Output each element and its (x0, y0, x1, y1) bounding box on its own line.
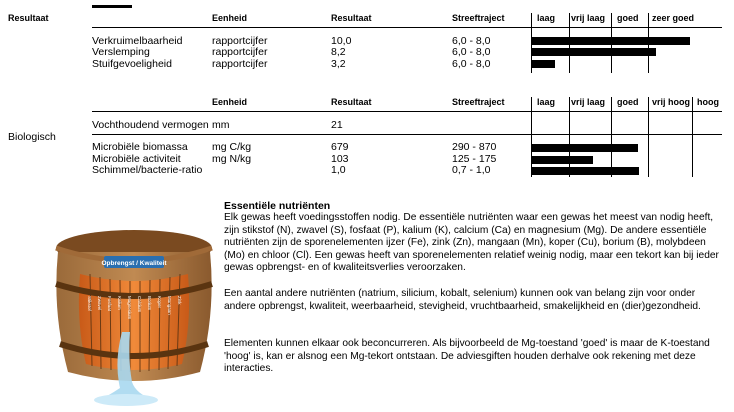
top-rule-long (92, 5, 132, 8)
nutrients-paragraph-2: Een aantal andere nutriënten (natrium, silicium, kobalt, selenium) kunnen ook van belang zijn voor onder andere opbrengst, kwaliteit, weerbaarheid, stevigheid, vruchtbaarheid, smakelijkheid en (dier)gezondheid. (224, 288, 701, 312)
scale2-divider-1 (569, 97, 570, 177)
stave-label: Mangaan (167, 296, 172, 315)
stave-label: Fosfaat (107, 296, 112, 312)
row-target: 6,0 - 8,0 (452, 46, 491, 58)
water-puddle (94, 394, 158, 406)
section1-header-rule (92, 27, 722, 28)
header-result: Resultaat (331, 13, 372, 23)
scale-vrij-laag: vrij laag (571, 97, 606, 107)
scale-laag: laag (537, 13, 556, 23)
scale-vrij-hoog: vrij hoog (652, 97, 690, 107)
barrel-illustration (50, 212, 218, 408)
header-unit: Eenheid (212, 97, 248, 107)
level-bar-biomassa (532, 144, 638, 152)
row-name: Microbiële biomassa (92, 141, 188, 153)
row-target: 6,0 - 8,0 (452, 35, 491, 47)
level-bar-verkruimelbaarheid (532, 37, 690, 45)
scale-hoog: hoog (697, 97, 719, 107)
section-label-biologisch: Biologisch (8, 131, 56, 143)
row-unit: mg N/kg (212, 153, 252, 165)
scale-zeer-goed: zeer goed (652, 13, 695, 23)
scale-goed: goed (617, 13, 639, 23)
nutrients-paragraph-3: Elementen kunnen elkaar ook beconcurreren. Als bijvoorbeeld de Mg-toestand 'goed' is maar de K-toestand 'hoog' is, kan er alsnog een Mg-tekort ontstaan. De adviesgiften houden derhalve ook rekening met deze interacties. (224, 338, 710, 375)
scale-goed: goed (617, 97, 639, 107)
row-target: 0,7 - 1,0 (452, 164, 491, 176)
scale2-divider-2 (611, 97, 612, 177)
level-bar-stuifgevoeligheid (532, 60, 555, 68)
row-unit: mg C/kg (212, 141, 252, 153)
stave-label: Zwavel (97, 296, 102, 311)
row-target: 290 - 870 (452, 141, 497, 153)
scale2-divider-4 (692, 97, 693, 177)
row-name: Vochthoudend vermogen (92, 119, 209, 131)
section2-header-rule (92, 111, 722, 112)
row-target: 125 - 175 (452, 153, 497, 165)
stave-label: Koper (157, 296, 162, 309)
scale2-axis (531, 97, 532, 177)
header-target: Streeftraject (452, 97, 505, 107)
row-value: 679 (331, 141, 349, 153)
stave-label: Calcium (137, 296, 142, 313)
row-target: 6,0 - 8,0 (452, 58, 491, 70)
section-label-resultaat: Resultaat (8, 13, 49, 23)
row-value: 3,2 (331, 58, 346, 70)
stave-label: Borium (147, 296, 152, 311)
row-name: Verslemping (92, 46, 150, 58)
row-name: Microbiële activiteit (92, 153, 181, 165)
row-name: Schimmel/bacterie-ratio (92, 164, 203, 176)
row-unit: rapportcijfer (212, 58, 268, 70)
header-unit: Eenheid (212, 13, 248, 23)
nutrients-paragraph-1: Elk gewas heeft voedingsstoffen nodig. De essentiële nutriënten waar een gewas het meest van nodig heeft, zijn stikstof (N), zwavel (S), fosfaat (P), kalium (K), calcium (Ca) en magnesium (Mg). De andere essentiële nutriënten zijn de sporenelementen ijzer (Fe), zink (Zn), mangaan (Mn), koper (Cu), borium (B), molybdeen (Mo) en chloor (Cl). Een gewas heeft van sporenelementen relatief weinig nodig, maar een tekort kan bij ieder gewas opbrengst- en of kwaliteitsverlies veroorzaken. (224, 212, 719, 274)
header-result: Resultaat (331, 97, 372, 107)
row-unit: mm (212, 119, 230, 131)
row-name: Verkruimelbaarheid (92, 35, 183, 47)
stave-label: Kalium (117, 296, 122, 310)
row-value: 8,2 (331, 46, 346, 58)
row-value: 1,0 (331, 164, 346, 176)
row-value: 103 (331, 153, 349, 165)
stave-label: Zink (177, 296, 182, 305)
level-bar-verslemping (532, 48, 656, 56)
row-unit: rapportcijfer (212, 46, 268, 58)
row-name: Stuifgevoeligheid (92, 58, 172, 70)
row-divider (92, 134, 722, 135)
level-bar-activiteit (532, 156, 593, 164)
scale-vrij-laag: vrij laag (571, 13, 606, 23)
row-unit: rapportcijfer (212, 35, 268, 47)
scale-laag: laag (537, 97, 556, 107)
stave-label: Magnesium (127, 296, 132, 320)
barrel-label: Opbrengst / Kwaliteit (101, 260, 167, 267)
nutrients-title: Essentiële nutriënten (224, 200, 331, 212)
row-value: 21 (331, 119, 343, 131)
header-target: Streeftraject (452, 13, 505, 23)
level-bar-schimmel-bacterie (532, 167, 639, 175)
scale2-divider-3 (648, 97, 649, 177)
row-value: 10,0 (331, 35, 352, 47)
stave-label: Stikstof (87, 296, 92, 311)
